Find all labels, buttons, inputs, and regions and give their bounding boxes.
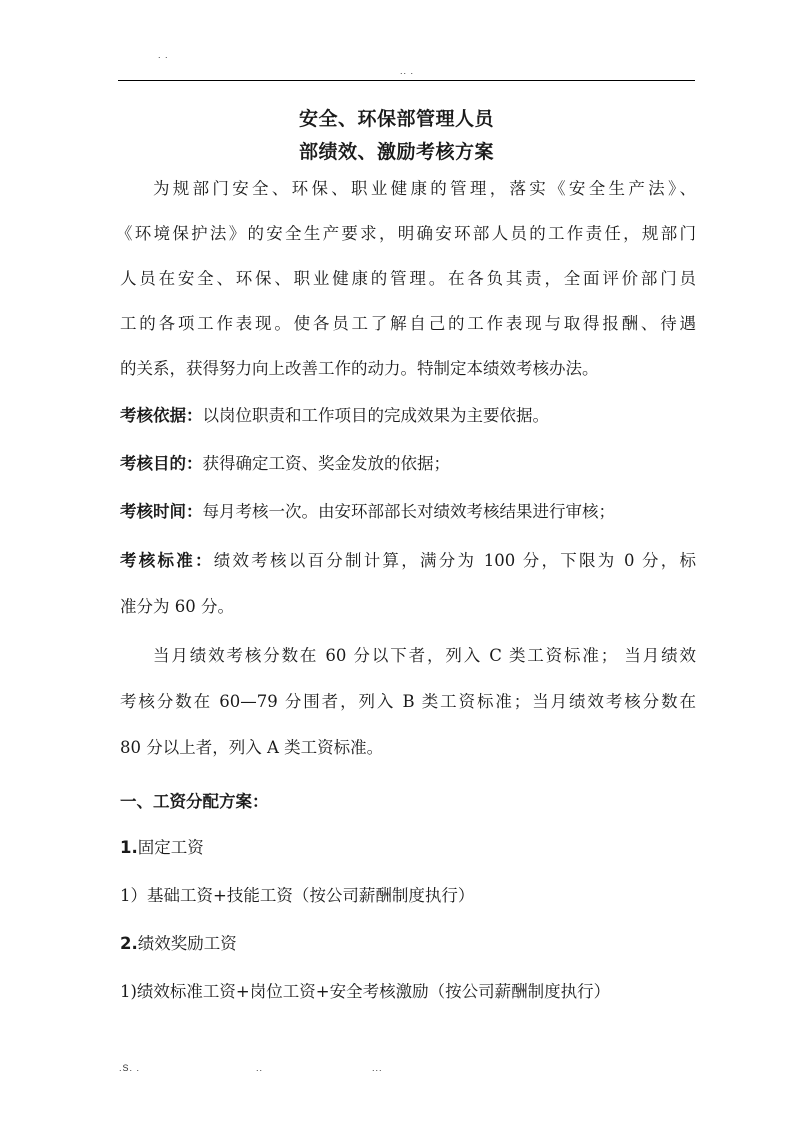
document-title-line-1: 安全、环保部管理人员 [298, 108, 494, 130]
fixed-salary-item: 1）基础工资+技能工资（按公司薪酬制度执行） [120, 886, 475, 905]
grading-line: 当月绩效考核分数在 60 分以下者，列入 C 类工资标准； 当月绩效 [153, 646, 696, 665]
section-heading-salary: 一、工资分配方案： [120, 792, 269, 811]
criteria-time-label: 考核时间： [120, 502, 203, 521]
criteria-basis-text: 以岗位职责和工作项目的完成效果为主要依据。 [202, 406, 549, 425]
intro-line: 的关系，获得努力向上改善工作的动力。特制定本绩效考核办法。 [120, 359, 599, 378]
criteria-time-text: 每月考核一次。由安环部部长对绩效考核结果进行审核； [202, 502, 615, 521]
subsection-fixed-salary [120, 837, 696, 859]
subsection-performance-salary [120, 933, 696, 955]
header-rule [118, 80, 695, 81]
footer-right-mark: ... [372, 1063, 383, 1073]
grading-line: 考核分数在 60—79 分围者，列入 B 类工资标准；当月绩效考核分数在 [120, 692, 696, 711]
criteria-standard-label: 考核标准： [120, 551, 214, 570]
performance-salary-item: 1)绩效标准工资+岗位工资+安全考核激励（按公司薪酬制度执行） [120, 982, 611, 1001]
criteria-standard [120, 550, 696, 572]
document-title-line-2: 部绩效、激励考核方案 [298, 141, 494, 163]
header-left-mark: . . [158, 50, 169, 60]
criteria-purpose-text: 获得确定工资、奖金发放的依据； [202, 454, 450, 473]
subsection-title: 固定工资 [137, 838, 204, 857]
footer-left-mark: .S. . [119, 1063, 141, 1073]
header-center-mark: .. . [400, 66, 415, 76]
subsection-title: 绩效奖励工资 [137, 934, 237, 953]
criteria-time [120, 501, 696, 523]
criteria-basis [120, 405, 696, 427]
intro-line: 《环境保护法》的安全生产要求，明确安环部人员的工作责任，规部门 [116, 224, 696, 243]
subsection-number: 2. [120, 934, 138, 953]
criteria-purpose [120, 453, 696, 475]
grading-line: 80 分以上者，列入 A 类工资标准。 [120, 738, 384, 757]
footer-center-mark: .. [256, 1063, 264, 1073]
subsection-number: 1. [120, 838, 138, 857]
intro-line: 人员在安全、环保、职业健康的管理。在各负其责，全面评价部门员 [120, 269, 696, 288]
intro-line: 工的各项工作表现。使各员工了解自己的工作表现与取得报酬、待遇 [120, 314, 696, 333]
criteria-basis-label: 考核依据： [120, 406, 203, 425]
criteria-standard-continued: 准分为 60 分。 [120, 597, 234, 616]
criteria-standard-text: 绩效考核以百分制计算，满分为 100 分，下限为 0 分，标 [213, 551, 696, 570]
intro-line: 为规部门安全、环保、职业健康的管理，落实《安全生产法》、 [153, 179, 696, 198]
criteria-purpose-label: 考核目的： [120, 454, 203, 473]
